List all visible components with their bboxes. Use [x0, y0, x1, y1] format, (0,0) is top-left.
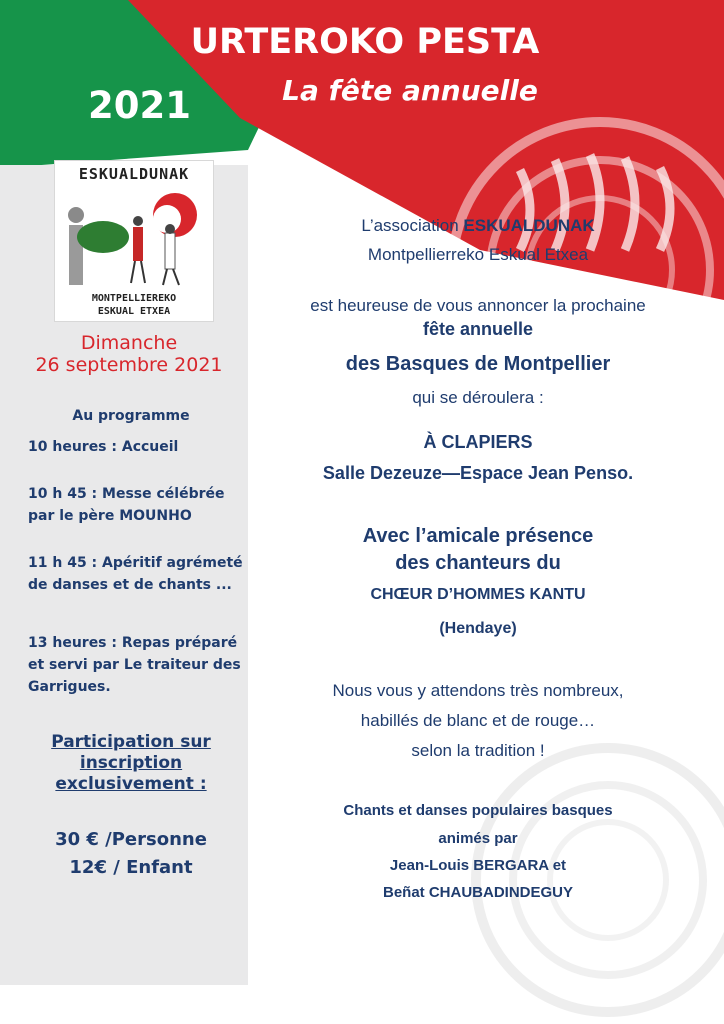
- program-item: 11 h 45 : Apéritif agrémeté de danses et de chants ...: [28, 555, 243, 593]
- event-year: 2021: [88, 84, 191, 127]
- invite-line1: Nous vous y attendons très nombreux,: [332, 681, 624, 700]
- guest-line2: des chanteurs du: [395, 552, 561, 574]
- logo-top-text: ESKUALDUNAK: [78, 165, 190, 183]
- participation-line1: Participation sur: [51, 732, 211, 752]
- program-item: 10 heures : Accueil: [28, 439, 179, 455]
- logo-bottom-line1: MONTPELLIEREKO: [91, 293, 177, 304]
- event-title: URTEROKO PESTA: [190, 22, 540, 62]
- price-adult: 30 € /Personne: [55, 829, 207, 850]
- event-date: 26 septembre 2021: [35, 354, 223, 376]
- program-item: 13 heures : Repas préparé et servi par Le traiteur des Garrigues.: [28, 635, 241, 695]
- participation-line2: inscription: [79, 753, 183, 773]
- event-name-line1: fête annuelle: [422, 319, 534, 339]
- place-venue: Salle Dezeuze—Espace Jean Penso.: [322, 463, 634, 483]
- basque-circle-bottom-icon: [476, 748, 724, 1012]
- association-subname: Montpellierreko Eskual Etxea: [367, 245, 589, 264]
- association-name: ESKUALDUNAK: [463, 216, 595, 235]
- logo-bottom-line2: ESKUAL ETXEA: [97, 306, 171, 317]
- deroulera-text: qui se déroulera :: [412, 388, 544, 407]
- guest-choir: CHŒUR D’HOMMES KANTU: [370, 586, 586, 603]
- association-logo: [54, 160, 214, 322]
- event-subtitle: La fête annuelle: [282, 74, 538, 107]
- program-item: 10 h 45 : Messe célébrée par le père MOUNHO: [28, 486, 225, 524]
- program-heading: Au programme: [72, 408, 190, 424]
- association-prefix: L’association: [361, 216, 464, 235]
- announcement-text: est heureuse de vous annoncer la prochaine: [310, 296, 646, 315]
- music-line1: Chants et danses populaires basques: [343, 802, 613, 819]
- invite-line3: selon la tradition !: [411, 741, 545, 760]
- guest-origin: (Hendaye): [439, 620, 517, 637]
- guest-line1: Avec l’amicale présence: [362, 525, 594, 547]
- music-line3: Jean-Louis BERGARA et: [389, 857, 567, 874]
- event-day: Dimanche: [80, 332, 178, 354]
- association-line: [250, 216, 706, 236]
- invite-line2: habillés de blanc et de rouge…: [360, 711, 596, 730]
- music-line2: animés par: [438, 830, 518, 847]
- dancers-illustration-icon: [55, 185, 211, 295]
- participation-line3: exclusivement :: [55, 774, 207, 794]
- event-name-line2: des Basques de Montpellier: [345, 353, 611, 375]
- price-child: 12€ / Enfant: [69, 857, 193, 878]
- place-town: À CLAPIERS: [423, 432, 533, 452]
- music-line4: Beñat CHAUBADINDEGUY: [382, 884, 573, 901]
